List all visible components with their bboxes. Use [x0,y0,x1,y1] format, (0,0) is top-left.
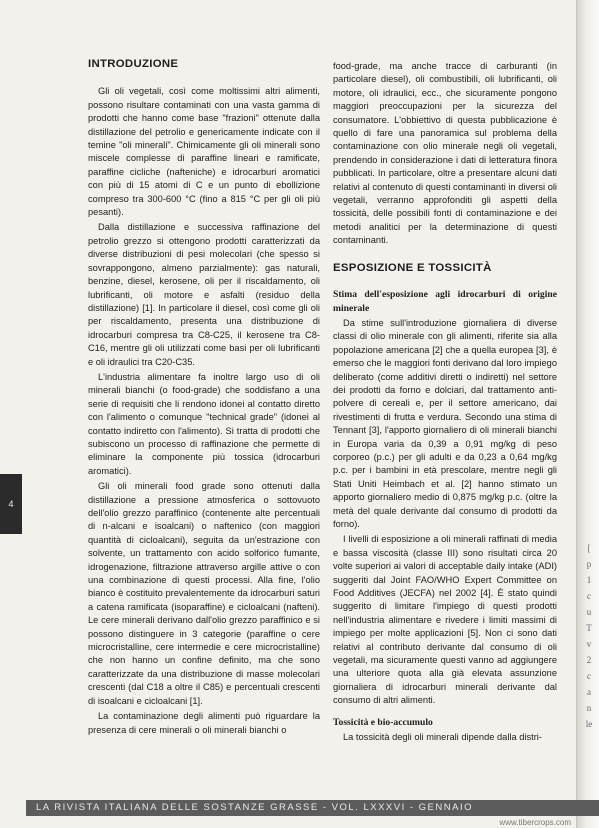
edge-letter: u [586,607,592,617]
section-heading-esposizione: ESPOSIZIONE E TOSSICITÀ [333,261,492,274]
edge-letter: a [587,687,591,697]
paragraph: La tossicità degli oli minerali dipende dalla distri- [343,732,542,743]
watermark: www.tibercrops.com [499,818,571,827]
page-number-tab [0,474,22,534]
paragraph: food-grade, ma anche tracce di carburanti (in particolare diesel), oli combustibili, oli lubrificanti, oli motore, oli idraulici, ecc., che sicuramente pongono maggiori preoccupazioni per la sicurezza del consumatore. L'obbiettivo di questa pubblicazione è quello di fare una panoramica sul problema della contaminazione con olio minerale negli oli vegetali, prendendo in considerazione i dati di letteratura finora pubblicati. In particolare, oltre a presentare alcuni dati relativi al contenuto di questi contaminanti in diversi oli vegetali, verranno approfonditi gli aspetti della tossicità, delle possibili fonti di contaminazione e dei metodi analitici per la determinazione di questi contaminanti. [333,61,557,246]
edge-letter: c [587,591,591,601]
paragraph: Dalla distillazione e successiva raffinazione del petrolio grezzo si ottengono prodotti caratterizzati da diverse distribuzioni di pesi molecolari (che spesso si sovrappongono, almeno parzialmente): gas naturali, benzine, diesel, kerosene, oli per il riscaldamento, oli lubrificanti, oli motore e asfalti (residuo della distillazione) [1]. In particolare il diesel, così come gli oli per riscaldamento, presenta una distribuzione di idrocarburi compresa tra C8-C25, il kerosene tra C8- C16, mentre gli oli utilizzati come basi per oli lubrificanti e oli idraulici tra C20-C35. [88,222,320,367]
journal-title: LA RIVISTA ITALIANA DELLE SOSTANZE GRASSE - VOL. LXXXVI - GENNAIO [36,802,473,813]
paragraph: Gli oli minerali food grade sono ottenuti dalla distillazione a pressione atmosferica o sottovuoto dell'olio grezzo paraffinico (contenente alte percentuali di n-alcani e isoalcani) o naftenico (con maggiori quantità di cicloalcani), seguita da un'estrazione con solvente, un trattamento con acido solforico fumante, idrogenazione, filtrazione attraverso argille attive o con una combinazione di questi processi. Alla fine, l'olio bianco è costituito prevalentemente da idrocarburi saturi a catena ramificata (isoparaffine) e cicloalcani (nafteni). Le cere minerali derivano dall'olio grezzo paraffinico e si possono distinguere in 3 categorie (paraffine o cere microcristalline, cere intermedie e cere microcristalline) che non hanno un confine definito, ma che sono caratterizzate da una distribuzione di masse molecolari crescenti (dal C18 a oltre il C85) e percentuali crescenti di isoalcani e cicloalcani [1]. [88,481,320,706]
edge-letter: le [585,719,593,729]
adjacent-page-letters [582,540,596,732]
edge-letter: v [586,639,592,649]
paragraph: I livelli di esposizione a oli minerali raffinati di media e bassa viscosità (classe III) sono risultati circa 20 volte superiori ai valori di acceptable daily intake (ADI) suggeriti dal Joint FAO/WHO Expert Committee on Food Additives (JECFA) nel 2002 [4]. È stato quindi suggerito di limitare l'impiego di questi prodotti nell'industria alimentare e rivedere i limiti massimi di impiego per molte applicazioni [5]. Non ci sono dati relativi al contributo derivante dal consumo di oli vegetali, ma sicuramente questi vanno ad aggiungere una ulteriore quota alla già elevata assunzione giornaliera di idrocarburi minerali derivante dal consumo di altri alimenti. [333,534,557,706]
edge-letter: n [586,703,592,713]
page-number: 4 [8,499,14,509]
right-column [333,60,557,747]
paragraph: Gli oli vegetali, così come moltissimi altri alimenti, possono risultare contaminati con una vasta gamma di prodotti che hanno come base "frazioni" ottenute dalla distillazione del petrolio e genericamente indicate con il temine "oli minerali". Chimicamente gli oli minerali sono miscele complesse di paraffine lineari e ramificate, paraffine cicliche (nafteniche) e idrocarburi aromatici con più di 15 atomi di C e un punto di ebollizione compreso tra 300-600 °C (fino a 815 °C per gli oli più pesanti). [88,86,320,218]
paragraph: L'industria alimentare fa inoltre largo uso di oli minerali bianchi (o food-grade) che soddisfano a una serie di requisiti che li rendono idonei al contatto diretto con l'alimento o comunque "technical grade" (idonei al contatto indiretto con l'alimento). Si tratta di prodotti che subiscono un processo di raffinazione che permette di eliminare la componente più tossica (idrocarburi aromatici). [88,371,320,476]
journal-footer [26,800,599,816]
edge-letter: T [586,623,592,633]
subheading-tossicita: Tossicità e bio-accumulo [333,716,433,728]
edge-letter: c [587,671,591,681]
section-heading-introduzione: INTRODUZIONE [88,58,179,70]
subheading-stima: Stima dell'esposizione agli idrocarburi di origine minerale [333,289,557,314]
paragraph: La contaminazione degli alimenti può riguardare la presenza di cere minerali o oli minerali bianchi o [88,711,320,735]
edge-letter: 2 [586,655,592,665]
edge-letter: [ [587,543,591,553]
edge-letter: p [586,559,592,569]
edge-letter: 1 [586,575,592,585]
paragraph: Da stime sull'introduzione giornaliera di diverse classi di olio minerale con gli alimenti, riferite sia alla popolazione americana [2] che a quella europea [3], è emerso che le maggiori fonti derivano dal loro impiego deliberato (come additivi diretti o indiretti) nel settore dei prodotti da forno e dolciari, dal trattamento anti-polvere di cereali e, per il settore americano, dai rivestimenti di frutta e verdura. Secondo una stima di Tennant [3], l'apporto giornaliero di oli minerali bianchi in Europa varia da 0,39 a 0,91 mg/kg di peso corporeo (p.c.) per gli adulti e da 0,23 a 0,64 mg/kg p.c. per i bambini in età prescolare, mentre negli gli Stati Uniti Heimbach et al. [2] hanno stimato un apporto giornaliero medio di 0,875 mg/kg p.c. (oltre la metà del quale derivante dal consumo di prodotti da forno). [333,317,557,529]
adjacent-page-edge [576,0,599,828]
left-column [88,58,320,739]
